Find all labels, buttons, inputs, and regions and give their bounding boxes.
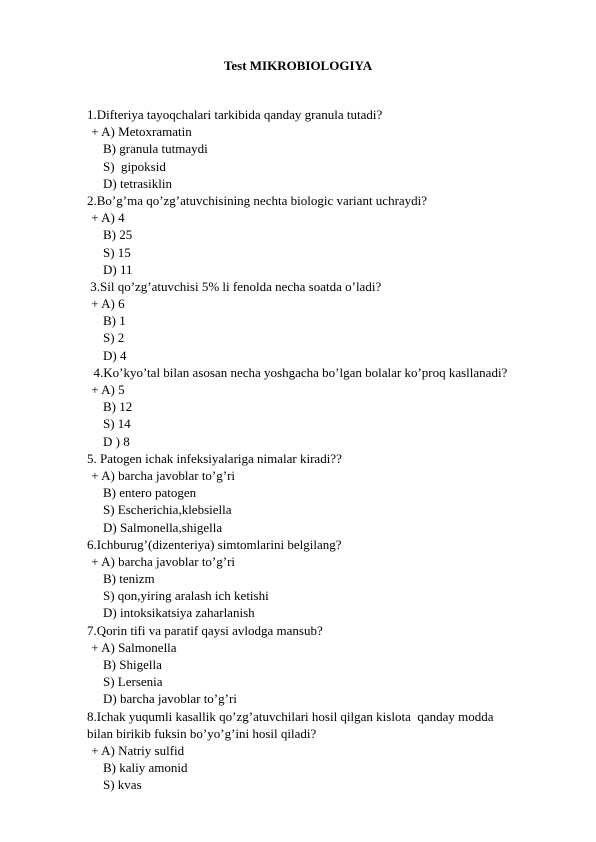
question-text: 5. Patogen ichak infeksiyalariga nimalar kiradi?? bbox=[87, 450, 342, 466]
answer-option-correct: + A) barcha javoblar to’g’ri bbox=[88, 467, 236, 483]
answer-option: B) 1 bbox=[103, 313, 126, 329]
answer-option: S) gipoksid bbox=[103, 158, 166, 174]
answer-option: B) kaliy amonid bbox=[103, 760, 188, 776]
page-title: Test MIKROBIOLOGIYA bbox=[223, 58, 373, 73]
question-text: 6.Ichburug’(dizenteriya) simtomlarini belgilang? bbox=[87, 536, 342, 552]
answer-option: D) 4 bbox=[103, 347, 127, 363]
answer-option: B) tenizm bbox=[103, 571, 155, 587]
answer-option: B) 25 bbox=[103, 227, 133, 243]
answer-option-correct: + A) Salmonella bbox=[88, 639, 177, 655]
answer-option: B) entero patogen bbox=[103, 485, 197, 501]
answer-option: D) Salmonella,shigella bbox=[103, 519, 223, 535]
answer-option: S) qon,yiring aralash ich ketishi bbox=[103, 588, 269, 604]
answer-option: D) 11 bbox=[103, 261, 133, 277]
test-questions bbox=[87, 106, 557, 794]
answer-option: S) kvas bbox=[103, 777, 142, 793]
answer-option: D) tetrasiklin bbox=[103, 175, 172, 191]
answer-option-correct: + A) Natriy sulfid bbox=[88, 742, 185, 758]
question-text: 1.Difteriya tayoqchalari tarkibida qanday granula tutadi? bbox=[87, 107, 383, 122]
answer-option-correct: + A) Metoxramatin bbox=[88, 124, 192, 140]
question-text-continued: bilan birikib fuksin bo’yo’g’ini hosil qiladi? bbox=[87, 725, 317, 741]
question-text: 7.Qorin tifi va paratif qaysi avlodga mansub? bbox=[87, 622, 323, 638]
question-text: 3.Sil qo’zg’atuvchisi 5% li fenolda necha soatda o’ladi? bbox=[87, 278, 382, 294]
answer-option-correct: + A) barcha javoblar to’g’ri bbox=[88, 553, 236, 569]
answer-option: B) Shigella bbox=[103, 657, 162, 672]
answer-option: D) barcha javoblar to’g’ri bbox=[103, 691, 237, 707]
answer-option-correct: + A) 5 bbox=[88, 382, 125, 397]
answer-option: D) intoksikatsiya zaharlanish bbox=[103, 605, 255, 621]
answer-option-correct: + A) 6 bbox=[88, 296, 125, 312]
answer-option: B) 12 bbox=[103, 399, 133, 415]
answer-option: S) Lersenia bbox=[103, 674, 163, 690]
answer-option: B) granula tutmaydi bbox=[103, 141, 208, 157]
answer-option: S) 15 bbox=[103, 244, 131, 260]
question-text: 4.Ko’kyo’tal bilan asosan necha yoshgacha bo’lgan bolalar ko’proq kasllanadi? bbox=[87, 364, 508, 380]
question-text: 8.Ichak yuqumli kasallik qo’zg’atuvchilari hosil qilgan kislota qanday modda bbox=[87, 708, 494, 724]
answer-option: S) Escherichia,klebsiella bbox=[103, 502, 232, 518]
answer-option: S) 14 bbox=[103, 416, 131, 432]
answer-option: D ) 8 bbox=[103, 433, 130, 449]
answer-option: S) 2 bbox=[103, 330, 125, 346]
question-text: 2.Bo’g’ma qo’zg’atuvchisining nechta biologic variant uchraydi? bbox=[87, 192, 428, 208]
answer-option-correct: + A) 4 bbox=[88, 210, 125, 226]
